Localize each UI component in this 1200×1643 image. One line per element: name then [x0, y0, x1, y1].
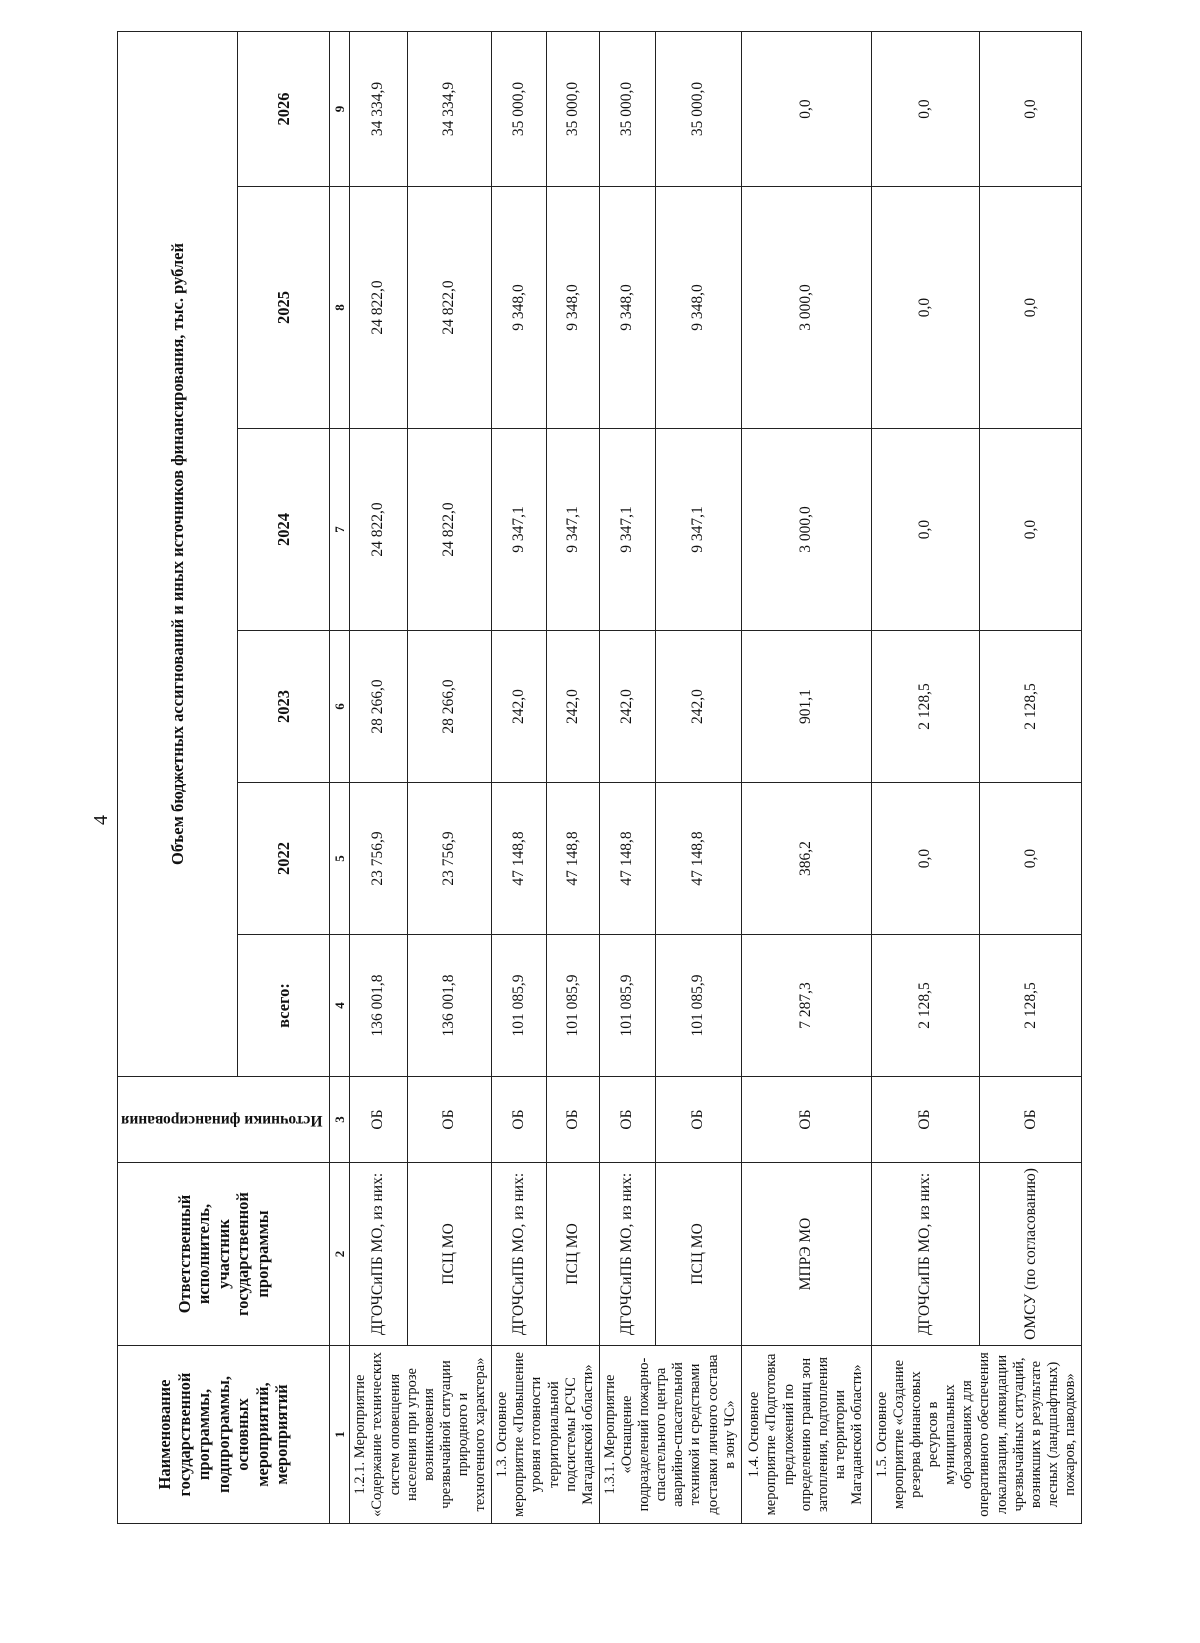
- funding-table: [117, 31, 1082, 1524]
- header-source: Источники финансирования: [120, 1111, 322, 1129]
- value-2024: 9 347,1: [599, 429, 655, 631]
- rotated-table-wrapper: [117, 32, 1078, 1524]
- row-executor: ДГОЧСиПБ МО, из них:: [492, 1163, 547, 1346]
- value-2023: 2 128,5: [980, 631, 1082, 783]
- row-source: ОБ: [655, 1077, 741, 1163]
- value-total: 7 287,3: [741, 935, 871, 1077]
- row-name: 1.3.1. Мероприятие «Оснащение подразделений пожарно-спасательного центра аварийно-спасательной техникой и средствами доставки личного состава в зону ЧС»: [599, 1346, 741, 1524]
- row-source: ОБ: [980, 1077, 1082, 1163]
- value-2026: 35 000,0: [492, 32, 547, 187]
- header-year-2025: 2025: [238, 187, 330, 429]
- value-2025: 9 348,0: [547, 187, 600, 429]
- row-executor: ПСЦ МО: [655, 1163, 741, 1346]
- value-2022: 0,0: [980, 783, 1082, 935]
- value-2023: 242,0: [547, 631, 600, 783]
- value-2022: 47 148,8: [492, 783, 547, 935]
- value-2025: 24 822,0: [407, 187, 492, 429]
- row-source: ОБ: [407, 1077, 492, 1163]
- value-2025: 9 348,0: [492, 187, 547, 429]
- value-2025: 3 000,0: [741, 187, 871, 429]
- value-2026: 35 000,0: [547, 32, 600, 187]
- column-numbers-row: [330, 32, 350, 1524]
- row-executor: ДГОЧСиПБ МО, из них:: [871, 1163, 980, 1346]
- value-2024: 24 822,0: [350, 429, 407, 631]
- table-row: [599, 32, 655, 1524]
- value-2023: 242,0: [599, 631, 655, 783]
- value-2024: 24 822,0: [407, 429, 492, 631]
- value-2024: 9 347,1: [655, 429, 741, 631]
- table-row: [871, 32, 980, 1524]
- row-source: ОБ: [599, 1077, 655, 1163]
- table-row: [350, 32, 407, 1524]
- value-total: 101 085,9: [547, 935, 600, 1077]
- table-row: [407, 32, 492, 1524]
- row-executor: ДГОЧСиПБ МО, из них:: [350, 1163, 407, 1346]
- column-number: 1: [330, 1346, 350, 1524]
- value-2024: 3 000,0: [741, 429, 871, 631]
- value-2023: 242,0: [492, 631, 547, 783]
- table-row: [492, 32, 547, 1524]
- header-year-2023: 2023: [238, 631, 330, 783]
- value-2025: 0,0: [871, 187, 980, 429]
- value-2026: 0,0: [871, 32, 980, 187]
- row-source: ОБ: [741, 1077, 871, 1163]
- row-source: ОБ: [350, 1077, 407, 1163]
- header-year-2026: 2026: [238, 32, 330, 187]
- column-number: 7: [330, 429, 350, 631]
- column-number: 9: [330, 32, 350, 187]
- table-row: [741, 32, 871, 1524]
- value-2026: 35 000,0: [655, 32, 741, 187]
- value-2023: 28 266,0: [407, 631, 492, 783]
- header-year-2024: 2024: [238, 429, 330, 631]
- column-number: 8: [330, 187, 350, 429]
- table-row: [980, 32, 1082, 1524]
- value-2023: 242,0: [655, 631, 741, 783]
- value-total: 101 085,9: [492, 935, 547, 1077]
- row-executor: ОМСУ (по согласованию): [980, 1163, 1082, 1346]
- value-2026: 34 334,9: [407, 32, 492, 187]
- value-2022: 47 148,8: [599, 783, 655, 935]
- value-total: 136 001,8: [350, 935, 407, 1077]
- header-funding: Объем бюджетных ассигнований и иных источников финансирования, тыс. рублей: [118, 32, 238, 1077]
- header-source-cell: [118, 1077, 330, 1163]
- row-name: 1.2.1. Мероприятие «Содержание технических систем оповещения населения при угрозе возникновения чрезвычайной ситуации природного и техногенного характера»: [350, 1346, 492, 1524]
- table-row: [547, 32, 600, 1524]
- value-2022: 47 148,8: [547, 783, 600, 935]
- value-total: 2 128,5: [980, 935, 1082, 1077]
- value-total: 2 128,5: [871, 935, 980, 1077]
- value-2023: 901,1: [741, 631, 871, 783]
- row-executor: ДГОЧСиПБ МО, из них:: [599, 1163, 655, 1346]
- row-source: ОБ: [871, 1077, 980, 1163]
- page-number: 4: [90, 815, 112, 825]
- row-source: ОБ: [492, 1077, 547, 1163]
- value-2026: 35 000,0: [599, 32, 655, 187]
- value-2022: 0,0: [871, 783, 980, 935]
- column-number: 2: [330, 1163, 350, 1346]
- value-total: 101 085,9: [599, 935, 655, 1077]
- row-name: 1.4. Основное мероприятие «Подготовка предложений по определению границ зон затопления, подтопления на территории Магаданской области»: [741, 1346, 871, 1524]
- value-total: 136 001,8: [407, 935, 492, 1077]
- column-number: 5: [330, 783, 350, 935]
- header-executor: Ответственный исполнитель, участник государственной программы: [118, 1163, 330, 1346]
- value-2024: 0,0: [871, 429, 980, 631]
- value-2025: 9 348,0: [655, 187, 741, 429]
- row-executor: ПСЦ МО: [547, 1163, 600, 1346]
- value-2023: 28 266,0: [350, 631, 407, 783]
- header-year-total: всего:: [238, 935, 330, 1077]
- value-2022: 23 756,9: [350, 783, 407, 935]
- value-2026: 0,0: [980, 32, 1082, 187]
- value-2022: 386,2: [741, 783, 871, 935]
- value-2026: 0,0: [741, 32, 871, 187]
- row-executor: ПСЦ МО: [407, 1163, 492, 1346]
- row-executor: МПРЭ МО: [741, 1163, 871, 1346]
- header-program-name: Наименование государственной программы, подпрограммы, основных мероприятий, мероприятий: [118, 1346, 330, 1524]
- value-2024: 9 347,1: [492, 429, 547, 631]
- table-row: [655, 32, 741, 1524]
- value-2022: 47 148,8: [655, 783, 741, 935]
- row-source: ОБ: [547, 1077, 600, 1163]
- value-2022: 23 756,9: [407, 783, 492, 935]
- row-name: 1.3. Основное мероприятие «Повышение уровня готовности территориальной подсистемы РСЧС Магаданской области»: [492, 1346, 600, 1524]
- value-2026: 34 334,9: [350, 32, 407, 187]
- column-number: 3: [330, 1077, 350, 1163]
- row-name: 1.5. Основное мероприятие «Создание резерва финансовых ресурсов в муниципальных образованиях для оперативного обеспечения локализации, ликвидации чрезвычайных ситуаций, возникших в результате лесных (ландшафтных) пожаров, паводков»: [871, 1346, 1081, 1524]
- value-2023: 2 128,5: [871, 631, 980, 783]
- column-number: 4: [330, 935, 350, 1077]
- value-2024: 0,0: [980, 429, 1082, 631]
- value-2025: 9 348,0: [599, 187, 655, 429]
- value-2024: 9 347,1: [547, 429, 600, 631]
- value-total: 101 085,9: [655, 935, 741, 1077]
- value-2025: 0,0: [980, 187, 1082, 429]
- header-year-2022: 2022: [238, 783, 330, 935]
- value-2025: 24 822,0: [350, 187, 407, 429]
- column-number: 6: [330, 631, 350, 783]
